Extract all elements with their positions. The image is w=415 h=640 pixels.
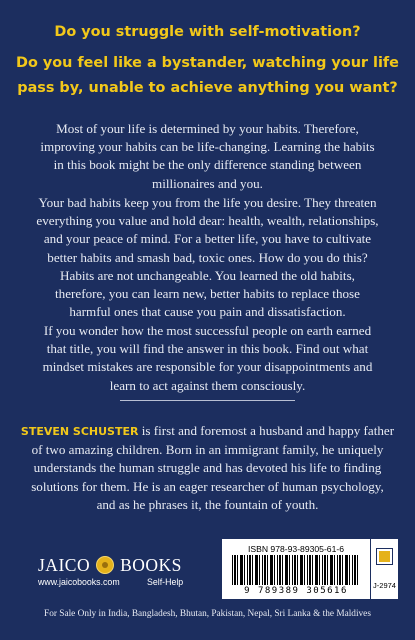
text-line: improving your habits can be life-changing. Learning the habits <box>40 139 375 155</box>
text-line: millionaires and you. <box>152 175 263 191</box>
blurb-paragraph-3 <box>18 322 397 395</box>
author-bio-first-line: is first and foremost a husband and happy father <box>138 423 395 438</box>
product-code-box <box>371 539 398 599</box>
text-line: and your peace of mind. For a better life, you have to cultivate <box>43 231 372 247</box>
headline-question-2a: Do you feel like a bystander, watching your life <box>16 55 399 71</box>
text-line: that title, you will find the answer in this book. Find out what <box>46 341 369 357</box>
publisher-seal-icon <box>96 556 114 574</box>
text-line: learn to act against them consciously. <box>109 377 306 393</box>
text-line: in this book might be the only difference standing between <box>53 157 362 173</box>
text-line: of two amazing children. Born in an immigrant family, he uniquely <box>31 442 384 458</box>
blurb-paragraph-1 <box>18 120 397 193</box>
author-bio <box>18 422 397 514</box>
barcode-box <box>222 539 370 599</box>
text-line: Most of your life is determined by your habits. Therefore, <box>56 121 359 136</box>
barcode-number: 9 789389 305616 <box>244 586 348 596</box>
text-line <box>18 422 397 441</box>
product-code: J-2974 <box>373 581 396 590</box>
text-line: understands the human struggle and has devoted his life to finding <box>33 460 382 476</box>
text-line: mindset mistakes are responsible for your disappointments and <box>42 359 373 375</box>
distribution-notice: For Sale Only in India, Bangladesh, Bhutan, Pakistan, Nepal, Sri Lanka & the Maldives <box>44 609 371 619</box>
publisher-website: www.jaicobooks.com <box>38 577 120 587</box>
author-name: STEVEN SCHUSTER <box>20 425 139 438</box>
publisher-logo-right: BOOKS <box>120 554 182 575</box>
publisher-logo-left: JAICO <box>38 554 91 575</box>
publisher-mark-icon <box>376 548 393 565</box>
isbn-label: ISBN 978-93-89305-61-6 <box>247 544 345 554</box>
text-line: solutions for them. He is an eager researcher of human psychology, <box>31 478 384 494</box>
divider-line <box>120 400 295 401</box>
barcode-icon <box>232 555 360 585</box>
text-line: better habits and smash bad, toxic ones. How do you do this? <box>47 249 368 265</box>
headline-question-2b: pass by, unable to achieve anything you want? <box>17 80 398 96</box>
publisher-logo <box>38 550 182 580</box>
text-line: therefore, you can learn new, better habits to replace those <box>55 286 360 302</box>
text-line: everything you value and hold dear: health, wealth, relationships, <box>36 213 379 229</box>
headline-question-1: Do you struggle with self-motivation? <box>54 24 361 40</box>
text-line: If you wonder how the most successful people on earth earned <box>43 323 372 338</box>
text-line: Your bad habits keep you from the life you desire. They threaten <box>38 195 377 210</box>
text-line: harmful ones that cause you pain and dissatisfaction. <box>69 304 346 320</box>
text-line: and as he phrases it, the fountain of youth. <box>96 496 319 512</box>
text-line: Habits are not unchangeable. You learned the old habits, <box>60 267 355 283</box>
blurb-paragraph-2 <box>18 194 397 321</box>
book-category: Self-Help <box>147 577 184 587</box>
